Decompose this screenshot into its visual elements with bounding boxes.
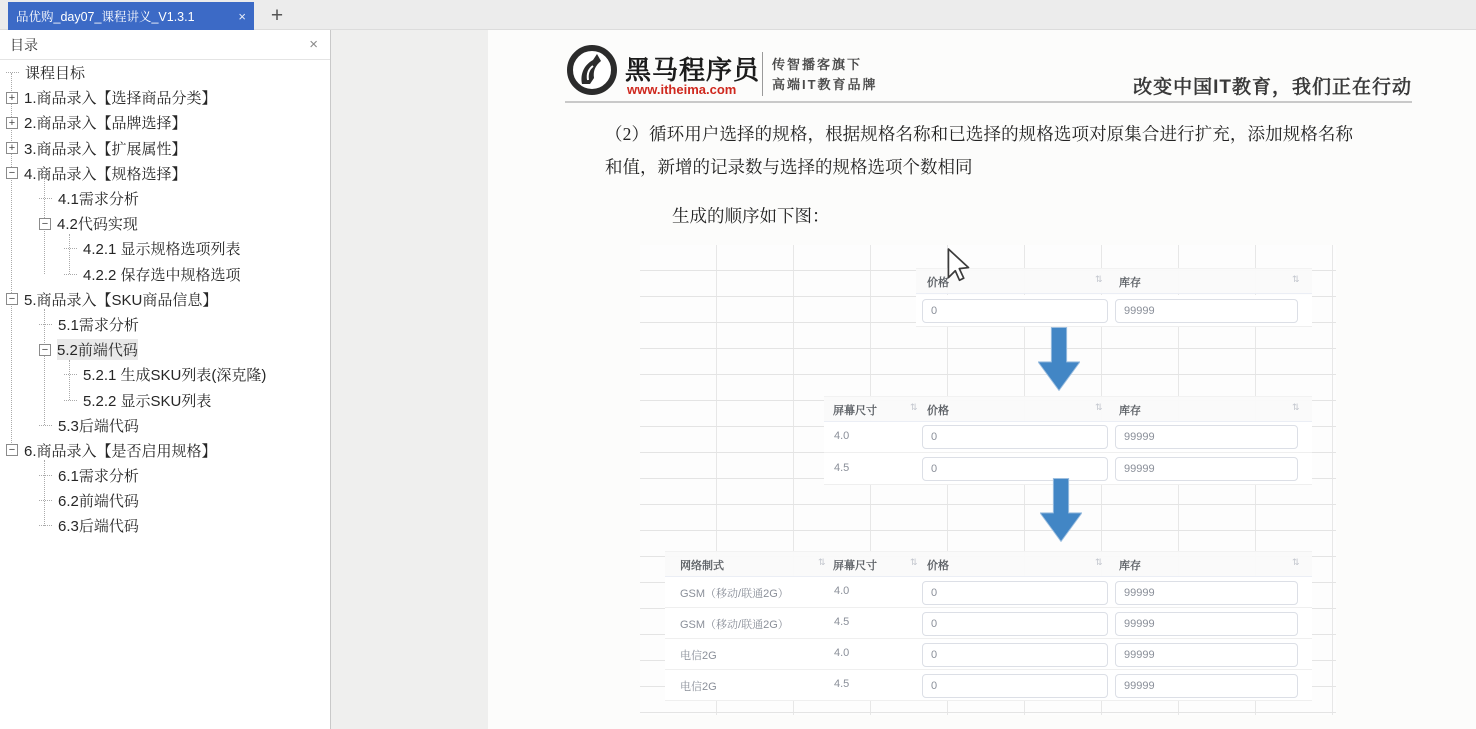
table3-header-band [665,551,1312,577]
toc-sidebar [0,30,331,729]
logo-divider [762,52,763,96]
table3-header-size: 屏幕尺寸 [833,560,877,572]
sort-icon: ⇅ [910,402,918,412]
size-cell: 4.5 [834,616,850,628]
toc-item-label: 5.2.1 生成SKU列表(深克隆) [83,367,267,385]
sort-icon: ⇅ [1292,557,1300,567]
stock-input [1115,299,1298,323]
document-page [488,30,1476,729]
toc-item-5-2-2[interactable] [0,387,329,412]
body-paragraph: （2）循环用户选择的规格，根据规格名称和已选择的规格选项对原集合进行扩充，添加规格名称和值，新增的记录数与选择的规格选项个数相同 [605,124,1353,177]
stock-input [1115,674,1298,698]
price-input [922,643,1108,667]
collapse-icon[interactable]: − [39,344,51,356]
price-input [922,612,1108,636]
table2-header-band [824,396,1312,422]
network-cell: GSM（移动/联通2G） [680,588,789,600]
toc-item-5-2-1[interactable] [0,362,329,387]
stock-input [1115,457,1298,481]
toc-item-label: 4.2代码实现 [57,216,138,234]
toc-item-2[interactable] [0,110,329,135]
sort-icon: ⇅ [1095,402,1103,412]
collapse-icon[interactable]: − [39,218,51,230]
tree-stub [64,374,77,375]
tree-stub [39,500,52,501]
sidebar-close-icon[interactable]: × [309,36,318,53]
toc-header [0,30,330,60]
expand-icon[interactable]: + [6,142,18,154]
table2-header-size: 屏幕尺寸 [833,405,877,417]
sort-icon: ⇅ [818,557,826,567]
tree-stub [64,274,77,275]
toc-item-label: 4.2.2 保存选中规格选项 [83,266,241,284]
tab-bar [0,0,1476,30]
toc-item-label: 6.商品录入【是否启用规格】 [24,442,217,460]
toc-item-1[interactable] [0,85,329,110]
size-cell: 4.5 [834,462,850,474]
network-cell: 电信2G [680,650,717,662]
price-input [922,425,1108,449]
network-cell: GSM（移动/联通2G） [680,619,789,631]
tree-stub [64,248,77,249]
toc-item-6-3[interactable] [0,513,329,538]
size-cell: 4.0 [834,430,850,442]
table3-header-price: 价格 [927,560,949,572]
toc-item-4-2-1[interactable] [0,236,329,261]
table3-header-network: 网络制式 [680,560,724,572]
table1-header-stock: 库存 [1119,277,1141,289]
toc-item-4-2[interactable] [0,211,329,236]
toc-item-label: 1.商品录入【选择商品分类】 [24,90,217,108]
itheima-logo-icon [566,44,618,96]
figure-caption: 生成的顺序如下图： [672,206,830,226]
stock-input [1115,612,1298,636]
toc-item-3[interactable] [0,136,329,161]
expand-icon[interactable]: + [6,92,18,104]
toc-item-label: 2.商品录入【品牌选择】 [24,115,187,133]
toc-item-label: 5.商品录入【SKU商品信息】 [24,291,218,309]
table2-header-price: 价格 [927,405,949,417]
toc-title: 目录 [10,36,38,53]
document-tab-title: 品优购_day07_课程讲义_V1.3.1 [16,10,195,24]
stock-input [1115,425,1298,449]
collapse-icon[interactable]: − [6,293,18,305]
toc-item-label: 4.2.1 显示规格选项列表 [83,241,241,259]
new-tab-button[interactable]: + [270,4,284,27]
size-cell: 4.0 [834,585,850,597]
toc-item-4-2-2[interactable] [0,262,329,287]
sort-icon: ⇅ [1292,402,1300,412]
table1-header-band [916,268,1312,294]
stock-input [1115,643,1298,667]
price-input [922,674,1108,698]
toc-item-label: 5.1需求分析 [58,316,139,334]
expand-icon[interactable]: + [6,117,18,129]
sort-icon: ⇅ [1292,274,1300,284]
toc-item-label: 5.2前端代码 [57,339,138,360]
sort-icon: ⇅ [1095,274,1103,284]
down-arrow-icon [1038,327,1080,391]
tree-stub [39,525,52,526]
toc-item-6-1[interactable] [0,463,329,488]
sort-icon: ⇅ [910,557,918,567]
tree-stub [39,324,52,325]
toc-item-5-3[interactable] [0,413,329,438]
down-arrow-icon [1040,478,1082,542]
tree-stub [6,72,19,73]
toc-item-label: 5.2.2 显示SKU列表 [83,392,212,410]
table1-header-price: 价格 [927,277,949,289]
toc-item-label: 课程目标 [25,65,86,83]
toc-item-4[interactable] [0,161,329,186]
sort-icon: ⇅ [1095,557,1103,567]
brand-subtitle-2: 高端IT教育品牌 [772,77,878,92]
sku-generation-screenshot [640,245,1336,715]
tree-stub [39,198,52,199]
tree-stub [39,475,52,476]
brand-name: 黑马程序员 [625,55,761,85]
toc-item-5-1[interactable] [0,312,329,337]
tree-stub [39,425,52,426]
toc-item-label: 6.3后端代码 [58,518,139,536]
toc-item-5[interactable] [0,287,329,312]
toc-tree [0,60,329,560]
toc-item-5-2[interactable] [0,337,329,362]
price-input [922,581,1108,605]
table3-header-stock: 库存 [1119,560,1141,572]
viewer-background [331,30,488,729]
brand-subtitle-1: 传智播客旗下 [772,57,863,72]
toc-item-4-1[interactable] [0,186,329,211]
toc-item-6[interactable] [0,438,329,463]
collapse-icon[interactable]: − [6,167,18,179]
toc-item-6-2[interactable] [0,488,329,513]
toc-item-course-goal[interactable] [0,60,329,85]
stock-input [1115,581,1298,605]
collapse-icon[interactable]: − [6,444,18,456]
tree-stub [64,400,77,401]
mouse-cursor-icon [946,248,972,284]
brand-tagline: 改变中国IT教育，我们正在行动 [1133,77,1412,98]
toc-item-label: 3.商品录入【扩展属性】 [24,140,187,158]
price-input [922,299,1108,323]
table2-header-stock: 库存 [1119,405,1141,417]
tab-close-icon[interactable]: × [238,8,246,24]
header-rule [565,101,1412,103]
brand-website: www.itheima.com [627,82,737,97]
toc-item-label: 6.2前端代码 [58,493,139,511]
size-cell: 4.0 [834,647,850,659]
size-cell: 4.5 [834,678,850,690]
toc-item-label: 6.1需求分析 [58,468,139,486]
document-tab[interactable] [8,2,254,30]
toc-item-label: 5.3后端代码 [58,417,139,435]
toc-item-label: 4.1需求分析 [58,191,139,209]
toc-item-label: 4.商品录入【规格选择】 [24,165,187,183]
network-cell: 电信2G [680,681,717,693]
